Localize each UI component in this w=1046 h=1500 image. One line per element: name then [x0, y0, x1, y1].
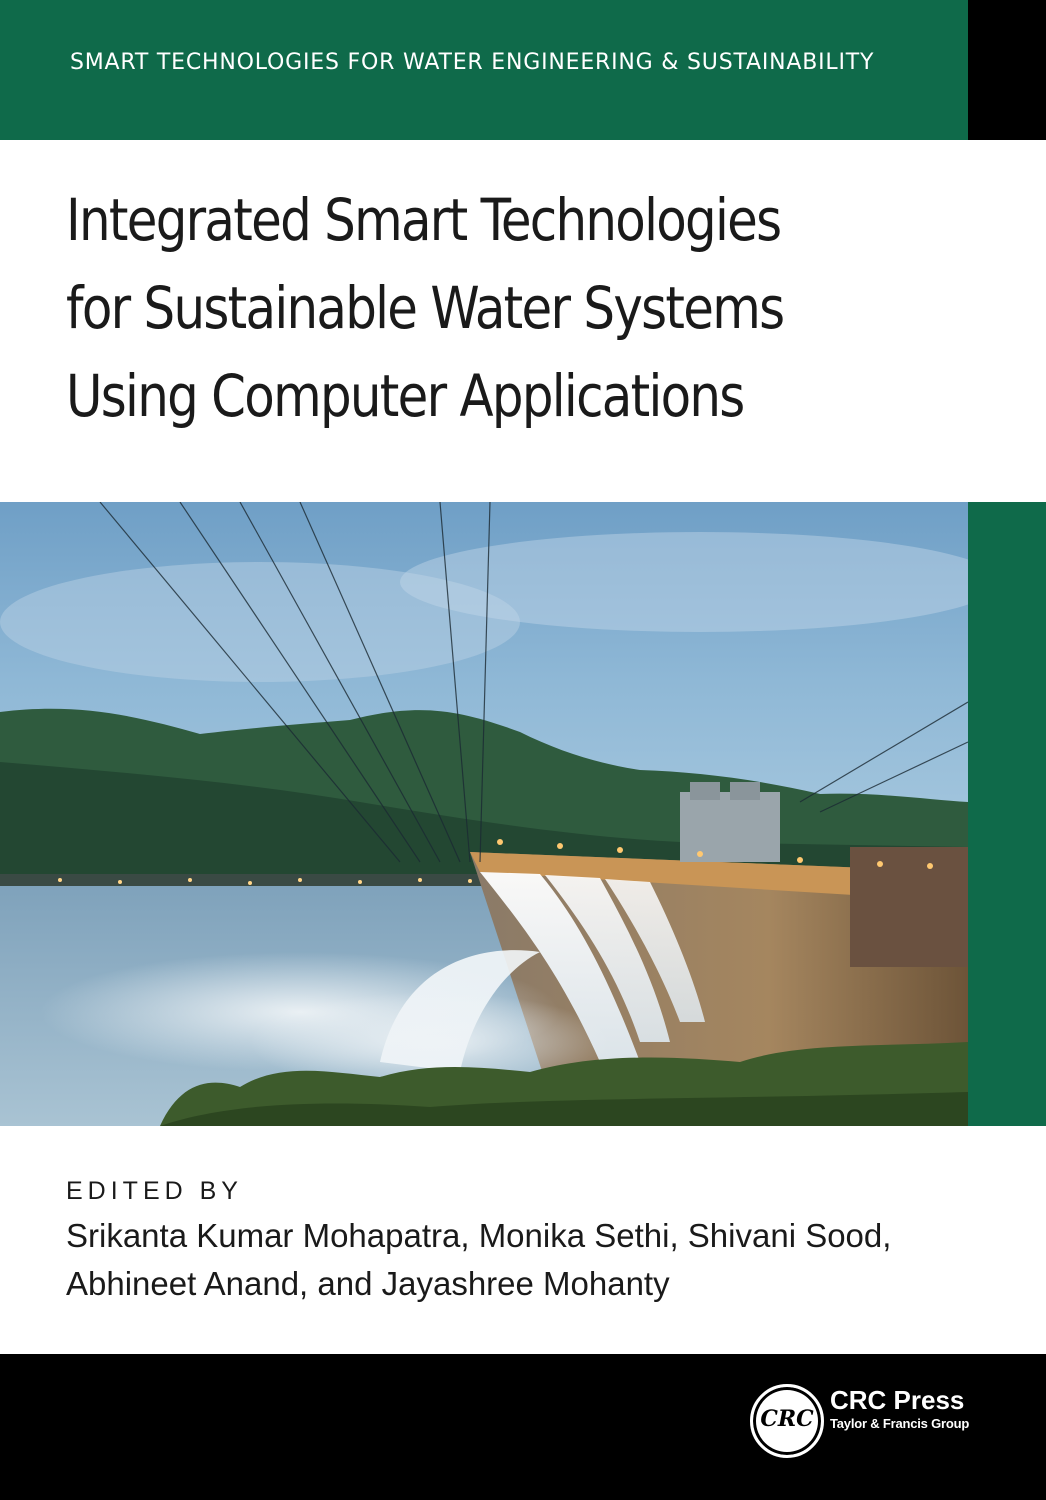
right-accent-stripe: [968, 502, 1046, 1126]
book-title-line-1: Integrated Smart Technologies: [66, 186, 781, 254]
editors-line-1: Srikanta Kumar Mohapatra, Monika Sethi, Shivani Sood,: [66, 1217, 892, 1254]
dam-photo: [0, 502, 968, 1126]
book-title-line-3: Using Computer Applications: [66, 362, 744, 430]
series-corner-block: [968, 0, 1046, 140]
editors-line-2: Abhineet Anand, and Jayashree Mohanty: [66, 1265, 670, 1302]
publisher-name: CRC Press: [830, 1385, 965, 1415]
crc-logo-text: CRC: [760, 1406, 814, 1432]
editors-list: [66, 1212, 891, 1308]
edited-by-label: EDITED BY: [66, 1177, 243, 1205]
series-band: [0, 0, 968, 140]
crc-logo: [750, 1384, 824, 1458]
series-title: SMART TECHNOLOGIES FOR WATER ENGINEERING & SUSTAINABILITY: [70, 50, 875, 75]
book-title-line-2: for Sustainable Water Systems: [66, 274, 784, 342]
right-stripe-spacer: [968, 140, 1046, 502]
publisher-group: Taylor & Francis Group: [830, 1416, 970, 1431]
book-title: [66, 176, 823, 440]
